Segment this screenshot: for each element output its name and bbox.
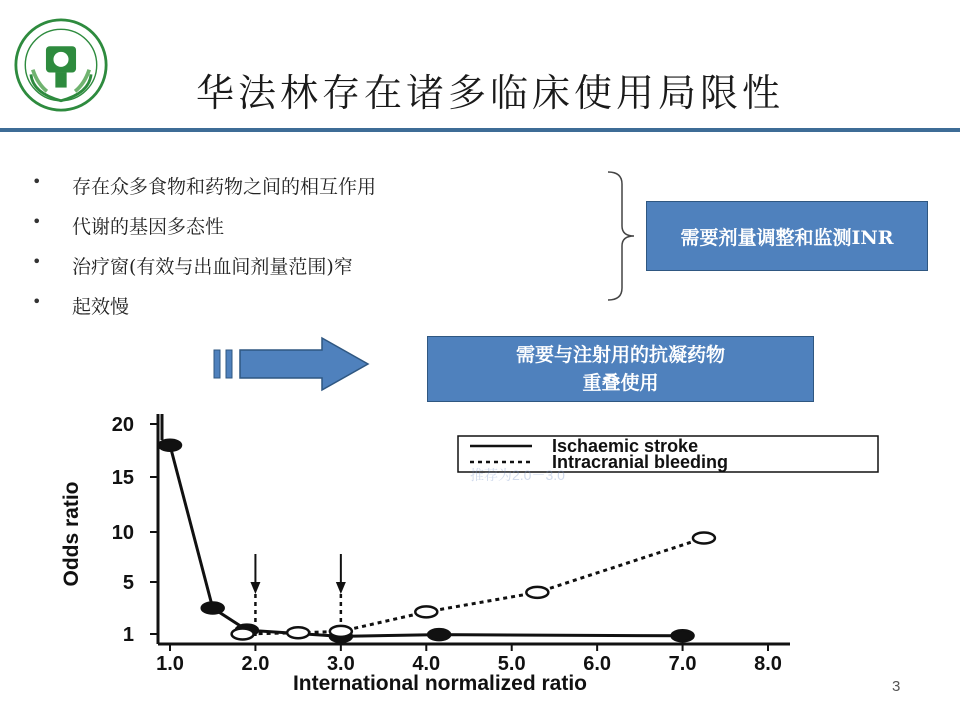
inr-monitoring-box bbox=[646, 201, 928, 271]
data-point bbox=[415, 606, 437, 617]
bullet-item bbox=[32, 292, 376, 332]
chart-svg bbox=[0, 404, 960, 698]
x-tick-label: 1.0 bbox=[156, 653, 184, 675]
y-tick-label: 10 bbox=[111, 522, 134, 544]
x-tick-label: 4.0 bbox=[412, 653, 441, 675]
y-tick-label: 15 bbox=[111, 467, 134, 489]
legend-label: Ischaemic stroke bbox=[552, 436, 699, 456]
data-point bbox=[159, 440, 181, 451]
x-tick-label: 7.0 bbox=[668, 653, 697, 675]
title-divider bbox=[0, 128, 960, 132]
block-arrow-right bbox=[212, 336, 372, 392]
data-point bbox=[202, 603, 224, 614]
data-point bbox=[693, 533, 715, 544]
bullet-text: 存在众多食物和药物之间的相互作用 bbox=[72, 176, 377, 198]
odds-ratio-chart bbox=[0, 404, 960, 698]
bullet-item bbox=[32, 172, 376, 212]
bullet-text: 治疗窗(有效与出血间剂量范围)窄 bbox=[72, 256, 353, 278]
bullet-symbol: • bbox=[32, 292, 42, 311]
overlap-therapy-line2: 重叠使用 bbox=[582, 372, 659, 394]
y-tick-label: 5 bbox=[122, 572, 134, 594]
overlap-therapy-box bbox=[427, 336, 814, 402]
y-tick-label: 1 bbox=[122, 624, 134, 646]
bullet-item bbox=[32, 212, 376, 252]
x-tick-label: 6.0 bbox=[583, 653, 612, 675]
bullet-list bbox=[32, 172, 376, 332]
bullet-symbol: • bbox=[32, 172, 42, 191]
series-line bbox=[243, 538, 704, 634]
data-point bbox=[232, 629, 254, 640]
annotation-arrowhead bbox=[336, 582, 346, 594]
inr-monitoring-text: 需要剂量调整和监测INR bbox=[680, 226, 894, 249]
data-point bbox=[428, 629, 450, 640]
data-point bbox=[287, 627, 309, 638]
page-number: 3 bbox=[892, 678, 901, 695]
x-axis-label: International normalized ratio bbox=[292, 672, 588, 695]
slide-title: 华法林存在诸多临床使用局限性 bbox=[196, 71, 785, 115]
right-brace bbox=[606, 170, 638, 302]
bullet-symbol: • bbox=[32, 212, 42, 231]
legend-label: Intracranial bleeding bbox=[552, 452, 729, 472]
bullet-item bbox=[32, 252, 376, 292]
data-point bbox=[330, 626, 352, 637]
y-axis-label: Odds ratio bbox=[60, 481, 83, 587]
bullet-text: 起效慢 bbox=[72, 296, 130, 318]
faded-note bbox=[470, 466, 810, 484]
annotation-arrowhead bbox=[250, 582, 260, 594]
bullet-text: 代谢的基因多态性 bbox=[72, 216, 225, 238]
data-point bbox=[672, 630, 694, 641]
overlap-therapy-line1: 需要与注射用的抗凝药物 bbox=[515, 344, 725, 366]
bullet-symbol: • bbox=[32, 252, 42, 271]
x-tick-label: 2.0 bbox=[241, 653, 270, 675]
x-tick-label: 8.0 bbox=[754, 653, 782, 675]
x-tick-label: 3.0 bbox=[326, 653, 355, 675]
y-tick-label: 20 bbox=[111, 414, 134, 436]
data-point bbox=[526, 587, 548, 598]
faded-note-line2: 推荐为2.0－3.0 bbox=[470, 467, 565, 483]
hospital-logo bbox=[14, 18, 108, 112]
x-tick-label: 5.0 bbox=[497, 653, 526, 675]
